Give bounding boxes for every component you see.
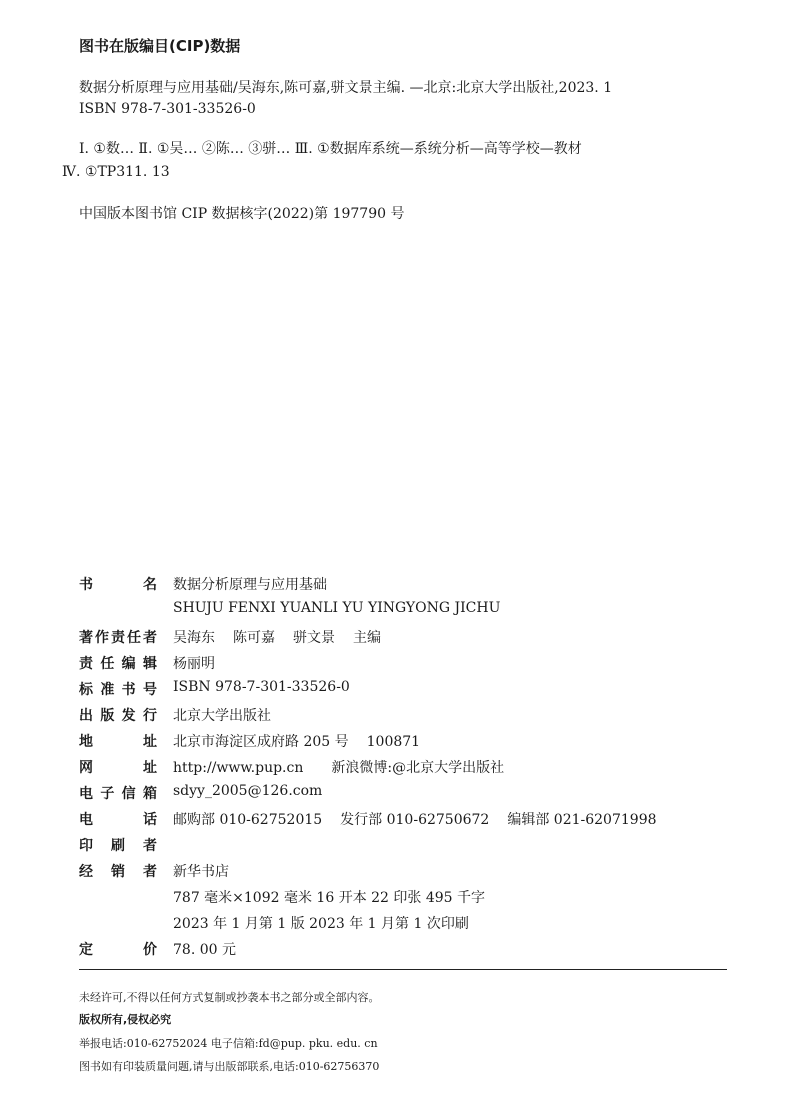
info-label-email: 电 子 信 箱 — [79, 786, 157, 802]
footer-divider — [79, 969, 727, 970]
info-label-phone: 电 话 — [79, 812, 157, 828]
cip-isbn: ISBN 978-7-301-33526-0 — [79, 101, 256, 117]
book-title-pinyin: SHUJU FENXI YUANLI YU YINGYONG JICHU — [173, 600, 501, 616]
info-label-editor: 责 任 编 辑 — [79, 656, 157, 672]
info-label-distributor: 经 销 者 — [79, 864, 157, 880]
format-specs: 787 毫米×1092 毫米 16 开本 22 印张 495 千字 — [173, 890, 486, 906]
cip-title: 图书在版编目(CIP)数据 — [79, 37, 241, 55]
cip-bibliographic-line: 数据分析原理与应用基础/吴海东,陈可嘉,骈文景主编. —北京:北京大学出版社,2023. 1 — [79, 80, 613, 96]
editor-value: 杨丽明 — [173, 656, 215, 672]
footer-notice: 未经许可,不得以任何方式复制或抄袭本书之部分或全部内容。 — [79, 991, 380, 1004]
info-label-title: 书 名 — [79, 577, 157, 593]
footer-report: 举报电话:010-62752024 电子信箱:fd@pup. pku. edu. cn — [79, 1037, 378, 1050]
phone-value: 邮购部 010-62752015 发行部 010-62750672 编辑部 021-62071998 — [173, 812, 657, 828]
info-label-publisher: 出 版 发 行 — [79, 708, 157, 724]
info-label-printer: 印 刷 者 — [79, 838, 157, 854]
website-value — [173, 757, 522, 777]
footer-rights: 版权所有,侵权必究 — [79, 1013, 172, 1026]
email-value[interactable]: sdyy_2005@126.com — [173, 783, 323, 799]
cip-classification-iv: Ⅳ. ①TP311. 13 — [62, 164, 170, 180]
info-label-authors: 著 作 责 任 者 — [79, 630, 157, 646]
isbn-value: ISBN 978-7-301-33526-0 — [173, 679, 350, 695]
website-link[interactable]: http://www.pup.cn — [173, 760, 304, 776]
cip-classification: Ⅰ. ①数… Ⅱ. ①吴… ②陈… ③骈… Ⅲ. ①数据库系统—系统分析—高等学校—教材 — [79, 141, 582, 157]
publisher-value: 北京大学出版社 — [173, 708, 271, 724]
authors-value: 吴海东 陈可嘉 骈文景 主编 — [173, 630, 381, 646]
price-value: 78. 00 元 — [173, 942, 236, 958]
info-label-isbn: 标 准 书 号 — [79, 682, 157, 698]
cip-record-number: 中国版本图书馆 CIP 数据核字(2022)第 197790 号 — [79, 206, 405, 222]
address-value: 北京市海淀区成府路 205 号 100871 — [173, 734, 421, 750]
info-label-price: 定 价 — [79, 942, 157, 958]
edition-info: 2023 年 1 月第 1 版 2023 年 1 月第 1 次印刷 — [173, 916, 469, 932]
distributor-value: 新华书店 — [173, 864, 229, 880]
info-label-address: 地 址 — [79, 734, 157, 750]
footer-quality: 图书如有印装质量问题,请与出版部联系,电话:010-62756370 — [79, 1060, 380, 1073]
book-title-value: 数据分析原理与应用基础 — [173, 577, 327, 593]
weibo-handle: 新浪微博:@北京大学出版社 — [331, 760, 505, 776]
info-label-website: 网 址 — [79, 760, 157, 776]
